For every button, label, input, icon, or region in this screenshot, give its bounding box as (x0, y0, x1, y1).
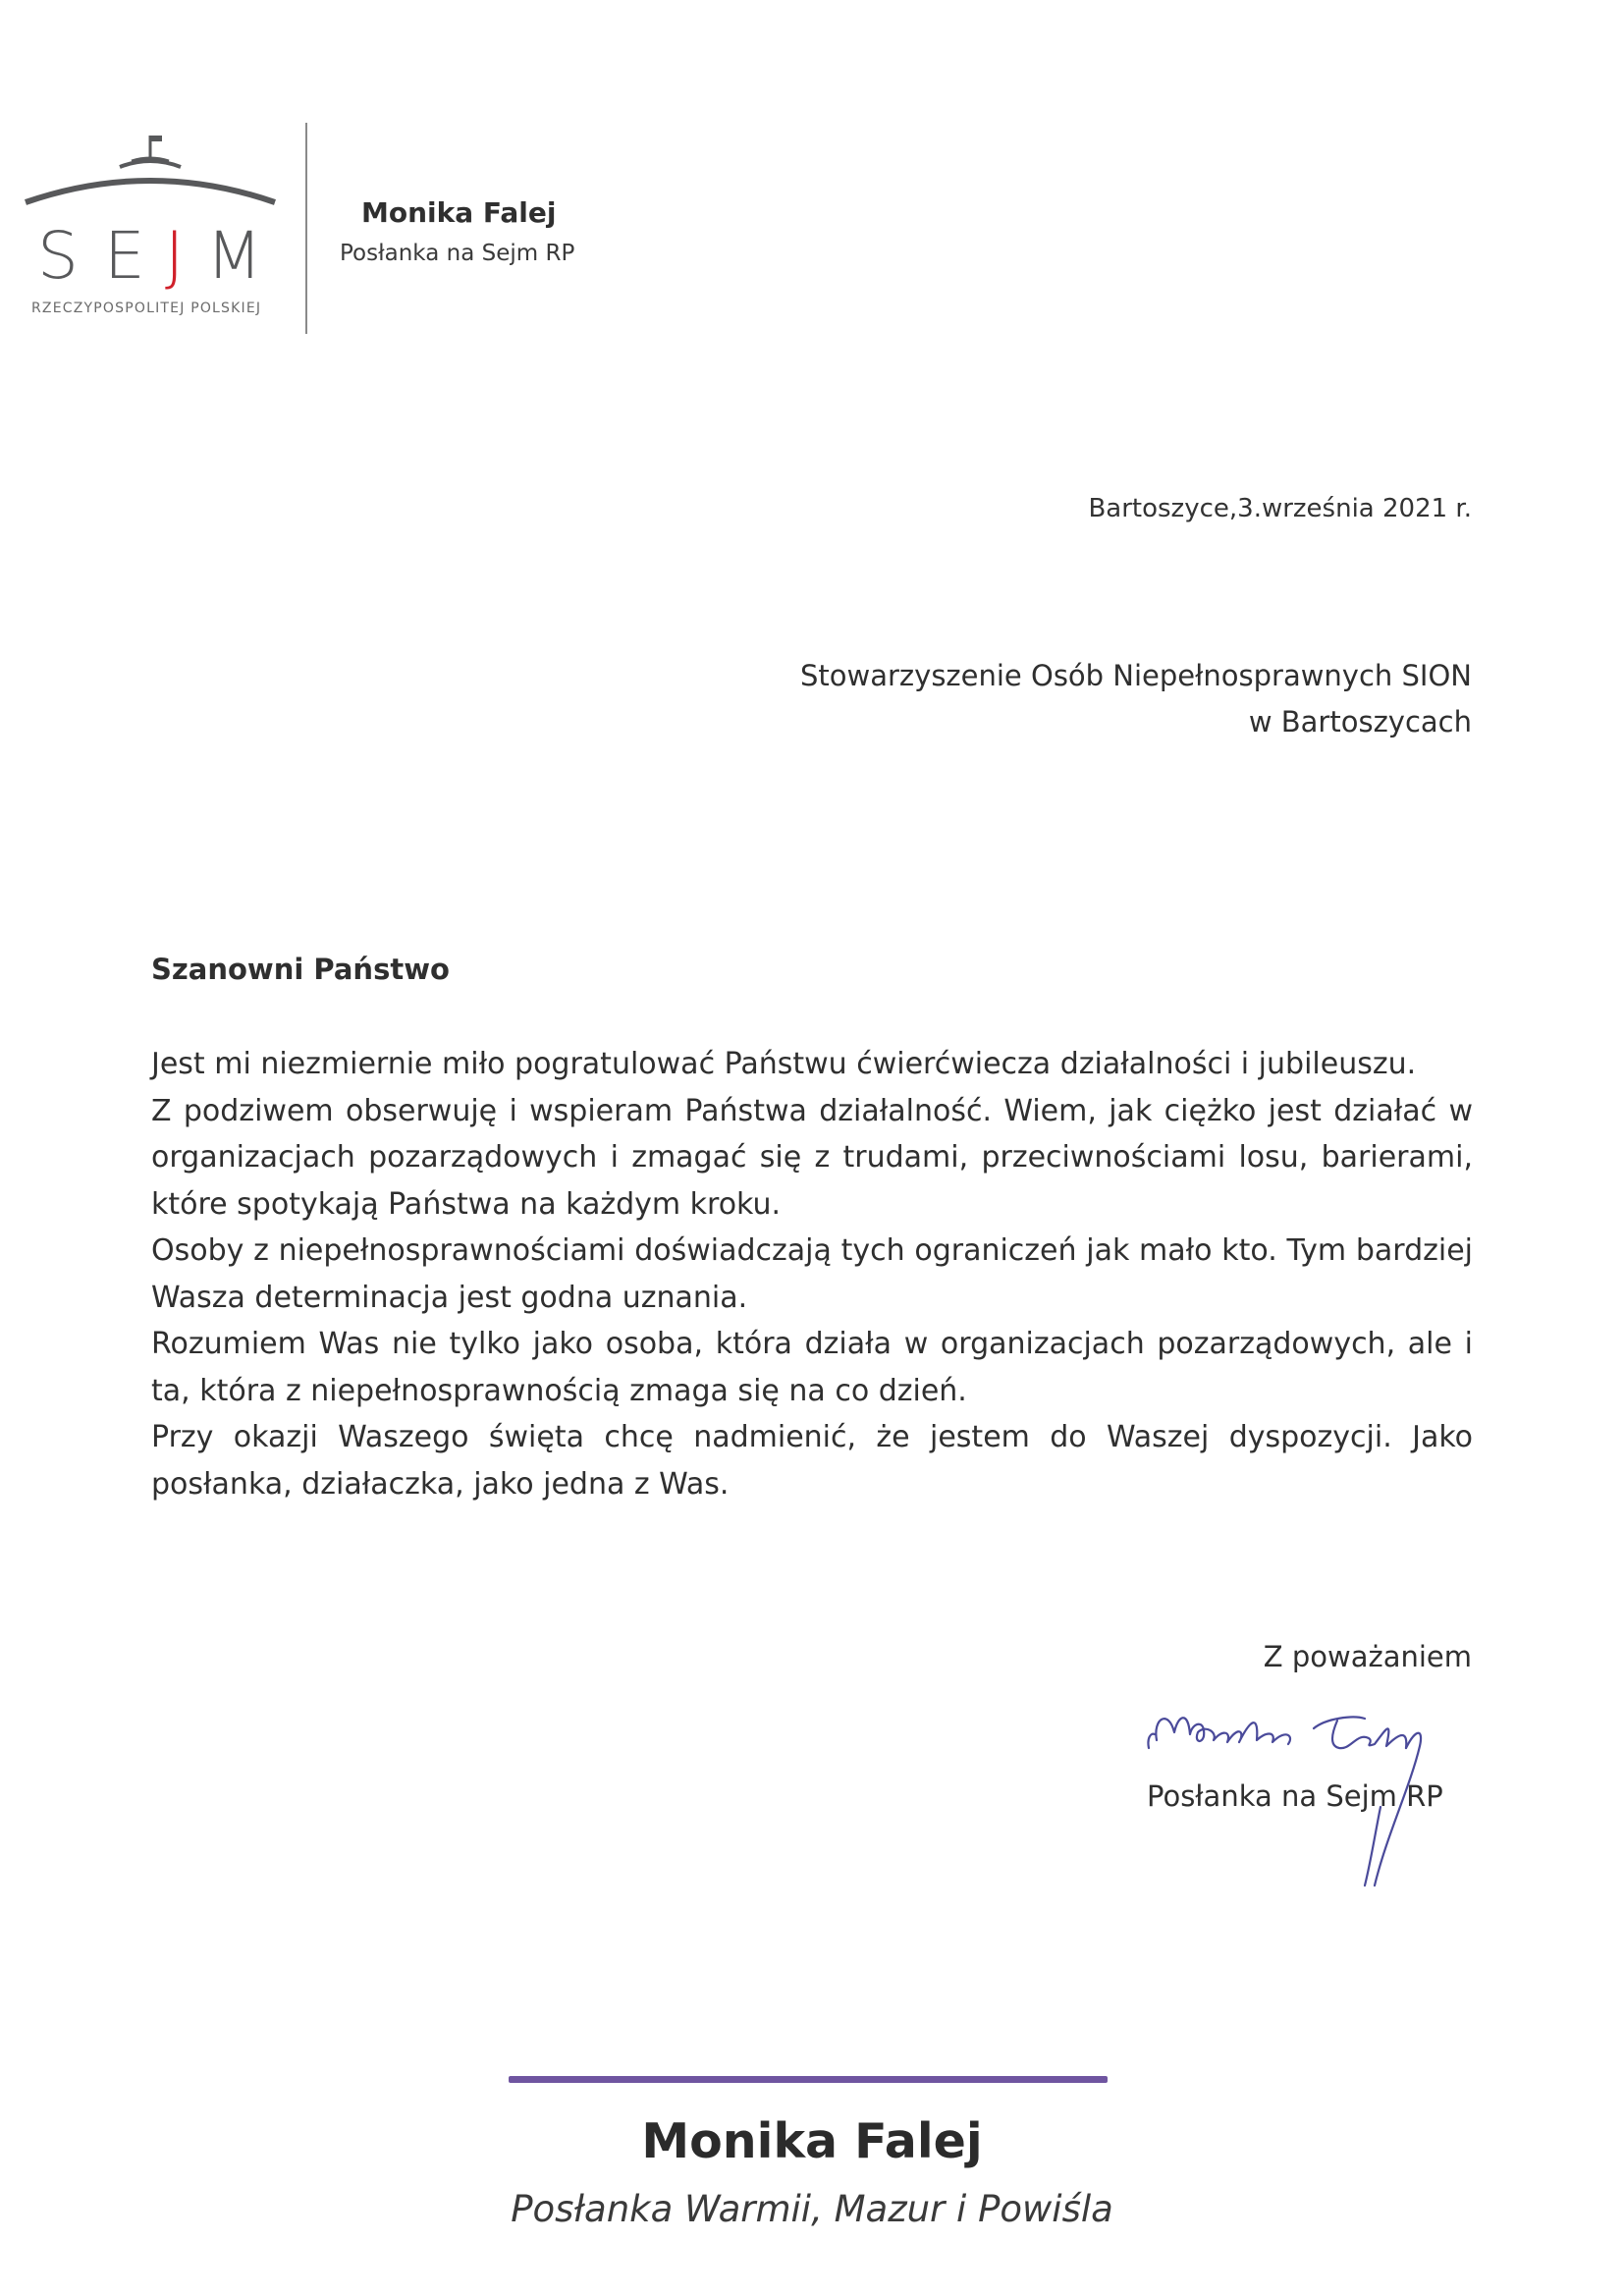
logo-letter-e: E (104, 218, 145, 294)
sejm-logo (22, 126, 279, 332)
recipient-line-1: Stowarzyszenie Osób Niepełnosprawnych SION (800, 659, 1472, 692)
letter-date: Bartoszyce,3.września 2021 r. (1088, 494, 1472, 523)
logo-letter-j: J (165, 218, 185, 294)
body-paragraph: Jest mi niezmiernie miło pogratulować Państwu ćwierćwiecza działalności i jubileuszu. (151, 1047, 1417, 1081)
footer-rule (509, 2076, 1108, 2083)
header-sender-name: Monika Falej (361, 196, 557, 229)
body-paragraph: Z podziwem obserwuję i wspieram Państwa działalność. Wiem, jak ciężko jest działać w organizacjach pozarządowych i zmagać się z trudami, przeciwnościami losu, barierami, które spotykają Państwa na każdym kroku. (151, 1093, 1473, 1222)
footer-tagline: Posłanka Warmii, Mazur i Powiśla (511, 2188, 1113, 2230)
salutation: Szanowni Państwo (151, 953, 450, 986)
recipient-line-2: w Bartoszycach (1248, 705, 1472, 738)
body-paragraph: Rozumiem Was nie tylko jako osoba, która działa w organizacjach pozarządowych, ale i ta, która z niepełnosprawnością zmaga się na co dzień. (151, 1327, 1473, 1408)
logo-letter-m: M (206, 218, 262, 294)
header-sender-role: Posłanka na Sejm RP (340, 241, 575, 266)
logo-letter-s: S (37, 218, 79, 294)
header-divider (305, 123, 307, 334)
body-paragraph: Osoby z niepełnosprawnościami doświadczają tych ograniczeń jak mało kto. Tym bardziej Wasza determinacja jest godna uznania. (151, 1233, 1473, 1315)
letter-body (151, 1041, 1473, 1507)
body-paragraph: Przy okazji Waszego święta chcę nadmienić, że jestem do Waszej dyspozycji. Jako posłanka, działaczka, jako jedna z Was. (151, 1420, 1473, 1502)
logo-caption: RZECZYPOSPOLITEJ POLSKIEJ (31, 301, 262, 316)
recipient-block (800, 653, 1472, 745)
footer-name: Monika Falej (641, 2113, 983, 2169)
signer-role: Posłanka na Sejm RP (1147, 1779, 1443, 1813)
closing-greeting: Z poważaniem (1263, 1640, 1472, 1673)
